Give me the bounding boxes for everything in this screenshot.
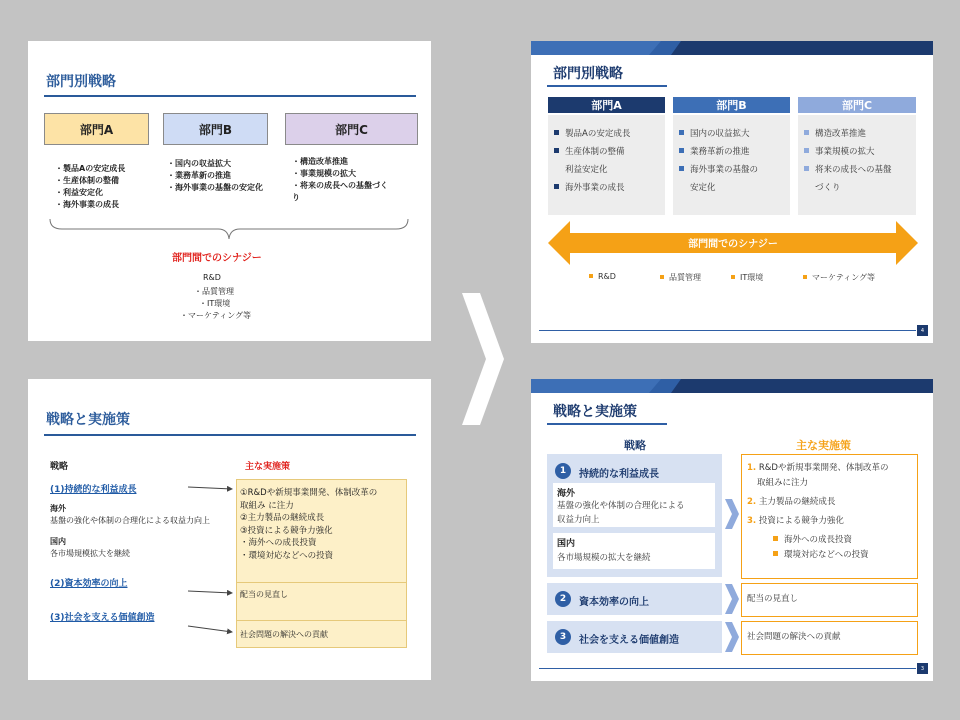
bullet-square-icon: [589, 274, 593, 278]
list-item: ・生産体制の整備: [55, 176, 119, 185]
bullet-square-icon: [660, 275, 664, 279]
bullet-square-icon: [731, 275, 735, 279]
bullet-square-icon: [554, 184, 559, 189]
chevron-right-arrow-icon: [462, 293, 504, 425]
synergy-item: マーケティング等: [803, 272, 875, 283]
measures-3-text: 社会問題の解決への貢献: [747, 632, 841, 642]
list-item: 事業規模の拡大: [804, 143, 892, 161]
list-item: ・利益安定化: [55, 188, 103, 197]
division-head-b: 部門B: [673, 97, 790, 113]
strategy-number-badge: 3: [555, 629, 571, 645]
list-item: 構造改革推進: [804, 125, 892, 143]
bullet-square-icon: [679, 130, 684, 135]
synergy-item: 品質管理: [660, 272, 701, 283]
overseas-label: 海外: [557, 489, 576, 499]
strategy-number-badge: 1: [555, 463, 571, 479]
strategy-3-link[interactable]: (3)社会を支える価値創造: [50, 613, 155, 623]
synergy-title: 部門間でのシナジー: [688, 239, 778, 250]
curly-brace: [48, 217, 410, 241]
synergy-item: R&D: [589, 272, 616, 281]
bullet-square-icon: [679, 166, 684, 171]
chevron-right-icon: [725, 499, 739, 529]
list-item: ・構造改革推進: [292, 157, 348, 166]
measure-line: 2. 主力製品の継続成長: [747, 497, 836, 507]
strategy-3-title: 社会を支える価値創造: [579, 635, 679, 646]
measure-line: 3. 投資による競争力強化: [747, 516, 844, 526]
list-item: 海外事業の成長: [554, 179, 630, 197]
footer-rule: [539, 330, 916, 331]
slide-title: 部門別戦略: [553, 66, 623, 82]
synergy-item: IT環境: [731, 272, 763, 283]
bullet-square-icon: [804, 148, 809, 153]
strategy-1-title: 持続的な利益成長: [579, 469, 659, 480]
division-box-c: 部門C: [285, 113, 418, 145]
division-box-a: 部門A: [44, 113, 149, 145]
title-rule: [547, 85, 667, 87]
strategy-1-link[interactable]: (1)持続的な利益成長: [50, 485, 137, 495]
list-item: ・海外事業の基盤の安定化: [167, 183, 263, 192]
division-head-c: 部門C: [798, 97, 916, 113]
synergy-item: R&D: [203, 273, 221, 282]
list-item: ・業務革新の推進: [167, 171, 231, 180]
bullet-square-icon: [804, 166, 809, 171]
chevron-right-icon: [725, 622, 739, 652]
divider: [236, 620, 407, 621]
footer-rule: [539, 668, 916, 669]
synergy-item: ・マーケティング等: [180, 311, 252, 320]
list-item: ・国内の収益拡大: [167, 159, 231, 168]
list-item: 利益安定化: [565, 165, 608, 175]
measure-sub-item: 海外への成長投資: [747, 533, 888, 548]
bullet-square-icon: [679, 148, 684, 153]
overseas-text: 基盤の強化や体制の合理化による収益力向上: [50, 516, 210, 525]
measures-2-text: 配当の見直し: [747, 594, 799, 604]
new-slide-strategy-measures: [531, 379, 933, 681]
list-item: 業務革新の推進: [679, 143, 758, 161]
bullet-square-icon: [554, 130, 559, 135]
bullet-square-icon: [804, 130, 809, 135]
strategy-2-title: 資本効率の向上: [579, 597, 649, 608]
division-b-list: [679, 125, 758, 197]
measures-3-text: 社会問題の解決への貢献: [240, 630, 328, 639]
measure-line: 1. R&Dや新規事業開発、体制改革の: [747, 463, 889, 473]
measure-line: ・環境対応などへの投資: [240, 550, 334, 561]
synergy-item: ・品質管理: [194, 287, 234, 296]
bullet-square-icon: [803, 275, 807, 279]
measures-header: 主な実施策: [245, 462, 291, 472]
list-item: 製品Aの安定成長: [554, 125, 630, 143]
strategy-number-badge: 2: [555, 591, 571, 607]
title-rule: [547, 423, 667, 425]
synergy-title: 部門間でのシナジー: [172, 253, 262, 264]
measures-1-list: [240, 487, 377, 562]
new-slide-department-strategy: [531, 41, 933, 343]
division-a-list: [554, 125, 630, 197]
domestic-label: 国内: [50, 537, 66, 546]
list-item: 海外事業の基盤の: [679, 161, 758, 179]
list-item: 安定化: [690, 183, 716, 193]
measure-line: ・海外への成長投資: [240, 538, 317, 548]
measures-2-text: 配当の見直し: [240, 590, 288, 599]
list-item: 国内の収益拡大: [679, 125, 758, 143]
synergy-item: ・IT環境: [199, 299, 231, 308]
measure-line: 取組み に注力: [240, 500, 294, 511]
measure-line: ①R&Dや新規事業開発、体制改革の: [240, 488, 378, 498]
division-c-list: [292, 156, 388, 204]
bullet-square-icon: [773, 551, 778, 556]
header-band: [531, 379, 933, 393]
measures-1-list: [747, 461, 888, 563]
divider: [236, 582, 407, 583]
slide-title: 戦略と実施策: [46, 412, 130, 428]
header-band: [531, 41, 933, 55]
measure-line: 取組みに注力: [757, 478, 809, 488]
list-item: づくり: [815, 183, 841, 193]
slide-title: 部門別戦略: [46, 74, 116, 90]
division-a-list: [55, 163, 125, 211]
bullet-square-icon: [773, 536, 778, 541]
old-slide-strategy-measures: [28, 379, 431, 680]
division-box-b: 部門B: [163, 113, 268, 145]
old-slide-department-strategy: [28, 41, 431, 341]
strategy-header: 戦略: [50, 462, 69, 472]
division-b-list: [167, 158, 263, 194]
measure-line: ③投資による競争力強化: [240, 525, 333, 536]
list-item: 生産体制の整備: [554, 143, 630, 161]
list-item: ・事業規模の拡大: [292, 169, 356, 178]
chevron-right-icon: [725, 584, 739, 614]
measure-sub-item: 環境対応などへの投資: [747, 548, 888, 563]
measures-header: 主な実施策: [796, 439, 851, 452]
title-rule: [44, 95, 416, 97]
list-item: ・製品Aの安定成長: [55, 164, 126, 173]
division-c-list: [804, 125, 892, 197]
domestic-label: 国内: [557, 539, 576, 549]
overseas-label: 海外: [50, 504, 66, 513]
domestic-text: 各市場規模拡大を継続: [50, 549, 130, 558]
list-item: ・将来の成長への基盤づく: [292, 181, 388, 190]
list-item: 将来の成長への基盤: [804, 161, 892, 179]
page-number: 4: [917, 325, 928, 336]
strategy-header: 戦略: [624, 439, 646, 452]
bullet-square-icon: [554, 148, 559, 153]
measure-line: ②主力製品の継続成長: [240, 513, 325, 523]
list-item: ・海外事業の成長: [55, 200, 119, 209]
list-item: り: [292, 193, 300, 202]
overseas-text: 基盤の強化や体制の合理化による 収益力向上: [557, 501, 685, 525]
division-head-a: 部門A: [548, 97, 665, 113]
domestic-text: 各市場規模の拡大を継続: [557, 553, 651, 563]
slide-title: 戦略と実施策: [553, 404, 637, 420]
strategy-2-link[interactable]: (2)資本効率の向上: [50, 579, 128, 589]
page-number: 3: [917, 663, 928, 674]
